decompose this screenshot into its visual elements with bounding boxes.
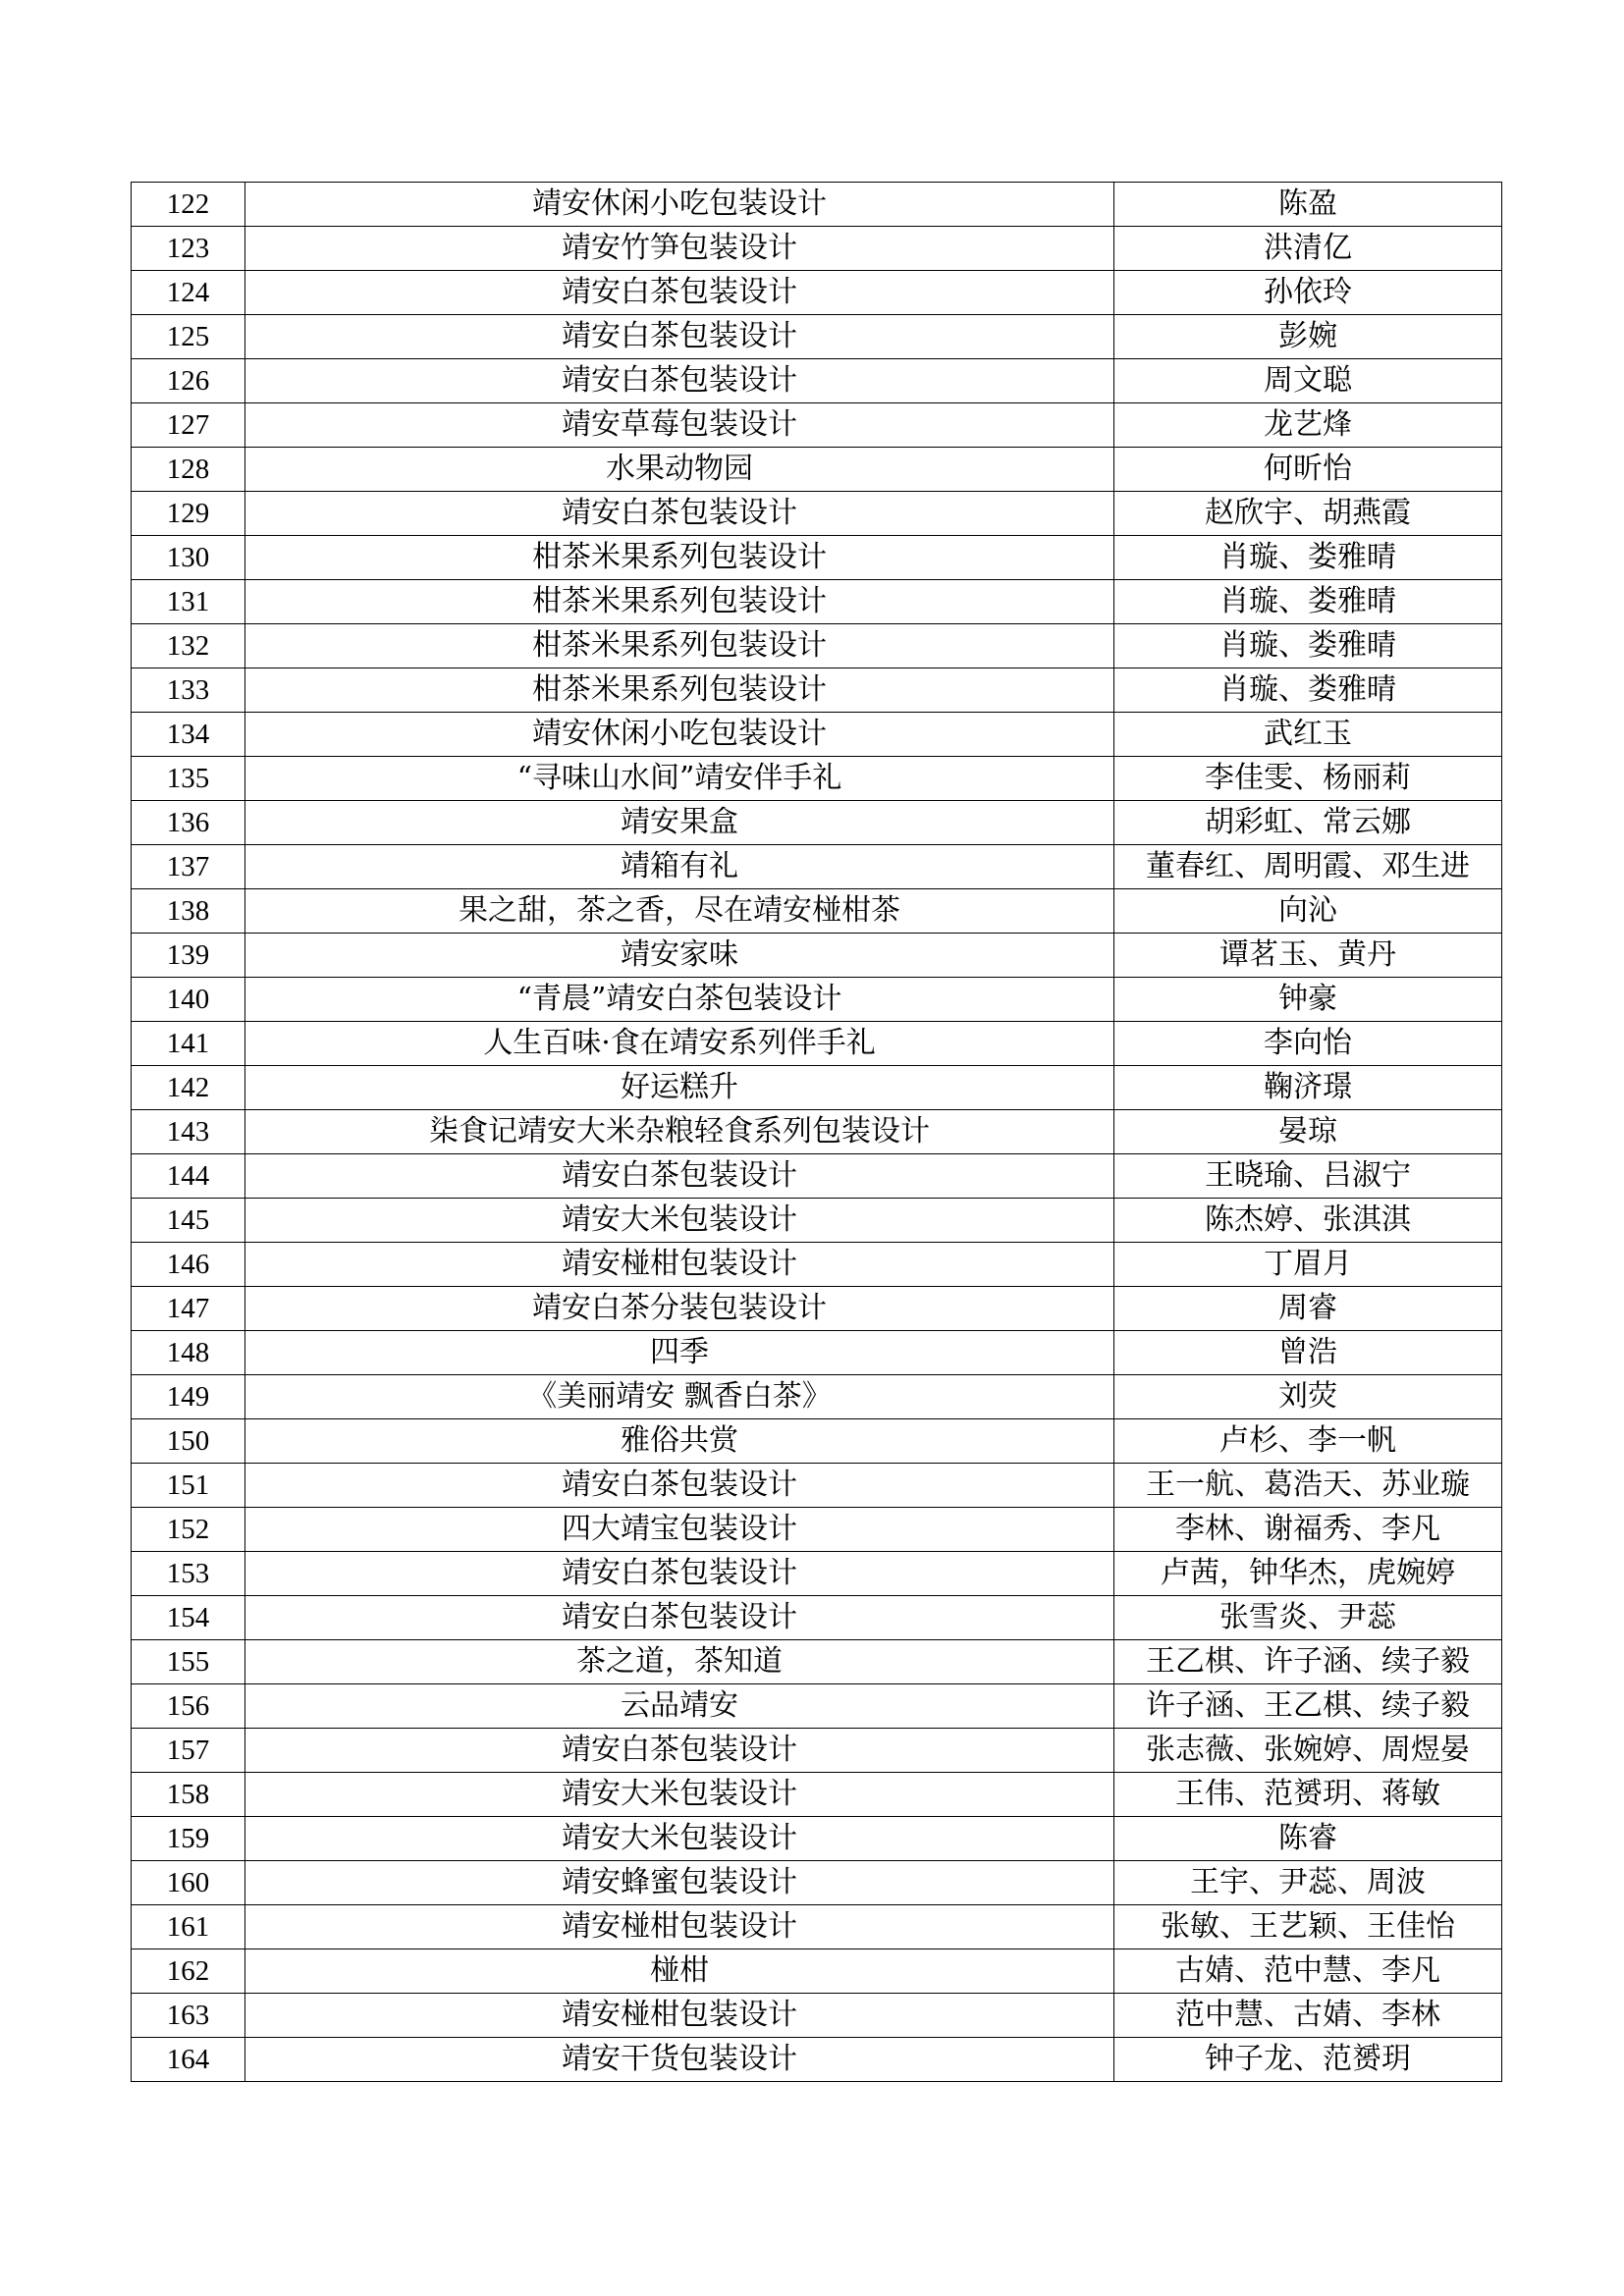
entry-number: 149 <box>132 1375 245 1419</box>
entry-title: 柑茶米果系列包装设计 <box>245 536 1114 580</box>
table-row <box>132 1022 1502 1066</box>
entry-author: 张雪炎、尹蕊 <box>1114 1596 1502 1640</box>
entry-title: 靖安大米包装设计 <box>245 1817 1114 1861</box>
entry-number: 158 <box>132 1773 245 1817</box>
entry-author: 向沁 <box>1114 889 1502 934</box>
entry-number: 123 <box>132 227 245 271</box>
entry-title: 靖安家味 <box>245 934 1114 978</box>
table-row <box>132 624 1502 668</box>
entry-number: 134 <box>132 713 245 757</box>
table-row <box>132 1596 1502 1640</box>
entry-author: 李佳雯、杨丽莉 <box>1114 757 1502 801</box>
entry-author: 肖璇、娄雅晴 <box>1114 624 1502 668</box>
entry-author: 胡彩虹、常云娜 <box>1114 801 1502 845</box>
entry-author: 王乙棋、许子涵、续子毅 <box>1114 1640 1502 1684</box>
entry-author: 李向怡 <box>1114 1022 1502 1066</box>
entry-title: 靖安干货包装设计 <box>245 2038 1114 2082</box>
entry-title: 柒食记靖安大米杂粮轻食系列包装设计 <box>245 1110 1114 1154</box>
entry-author: 晏琼 <box>1114 1110 1502 1154</box>
entry-title: 靖箱有礼 <box>245 845 1114 889</box>
entry-title: 好运糕升 <box>245 1066 1114 1110</box>
table-row <box>132 1243 1502 1287</box>
table-row <box>132 1994 1502 2038</box>
table-row <box>132 1861 1502 1905</box>
table-row <box>132 315 1502 359</box>
entry-author: 许子涵、王乙棋、续子毅 <box>1114 1684 1502 1729</box>
entry-title: 四季 <box>245 1331 1114 1375</box>
entry-number: 162 <box>132 1949 245 1994</box>
entry-author: 王晓瑜、吕淑宁 <box>1114 1154 1502 1199</box>
entry-author: 王宇、尹蕊、周波 <box>1114 1861 1502 1905</box>
table-row <box>132 1508 1502 1552</box>
entry-author: 古婧、范中慧、李凡 <box>1114 1949 1502 1994</box>
entry-number: 153 <box>132 1552 245 1596</box>
entry-author: 肖璇、娄雅晴 <box>1114 668 1502 713</box>
table-row <box>132 1419 1502 1464</box>
entry-title: 柑茶米果系列包装设计 <box>245 668 1114 713</box>
table-row <box>132 757 1502 801</box>
entry-number: 137 <box>132 845 245 889</box>
table-row <box>132 1905 1502 1949</box>
entry-number: 155 <box>132 1640 245 1684</box>
entry-title: 柑茶米果系列包装设计 <box>245 624 1114 668</box>
entry-number: 135 <box>132 757 245 801</box>
entry-title: 靖安椪柑包装设计 <box>245 1905 1114 1949</box>
entry-number: 128 <box>132 448 245 492</box>
entries-table-body <box>132 183 1502 2082</box>
entry-title: 靖安白茶包装设计 <box>245 492 1114 536</box>
entry-title: 柑茶米果系列包装设计 <box>245 580 1114 624</box>
entry-author: 谭茗玉、黄丹 <box>1114 934 1502 978</box>
table-row <box>132 801 1502 845</box>
entry-number: 151 <box>132 1464 245 1508</box>
entry-title: 靖安白茶包装设计 <box>245 1596 1114 1640</box>
entry-title: “青晨”靖安白茶包装设计 <box>245 978 1114 1022</box>
entry-author: 刘荧 <box>1114 1375 1502 1419</box>
table-row <box>132 2038 1502 2082</box>
entry-title: 椪柑 <box>245 1949 1114 1994</box>
entry-number: 129 <box>132 492 245 536</box>
entry-number: 126 <box>132 359 245 403</box>
entry-number: 144 <box>132 1154 245 1199</box>
entry-title: 靖安椪柑包装设计 <box>245 1243 1114 1287</box>
table-row <box>132 271 1502 315</box>
entry-number: 142 <box>132 1066 245 1110</box>
entry-number: 138 <box>132 889 245 934</box>
entry-author: 王一航、葛浩天、苏业璇 <box>1114 1464 1502 1508</box>
entry-author: 肖璇、娄雅晴 <box>1114 580 1502 624</box>
table-row <box>132 1949 1502 1994</box>
table-row <box>132 1066 1502 1110</box>
table-row <box>132 1464 1502 1508</box>
entry-title: 靖安蜂蜜包装设计 <box>245 1861 1114 1905</box>
entry-title: 靖安白茶包装设计 <box>245 1729 1114 1773</box>
entry-author: 卢杉、李一帆 <box>1114 1419 1502 1464</box>
entry-number: 150 <box>132 1419 245 1464</box>
entry-author: 鞠济璟 <box>1114 1066 1502 1110</box>
entry-title: 靖安草莓包装设计 <box>245 403 1114 448</box>
entry-author: 卢茜，钟华杰，虎婉婷 <box>1114 1552 1502 1596</box>
entry-number: 164 <box>132 2038 245 2082</box>
entry-author: 彭婉 <box>1114 315 1502 359</box>
table-row <box>132 1773 1502 1817</box>
table-row <box>132 1729 1502 1773</box>
entry-number: 130 <box>132 536 245 580</box>
table-row <box>132 403 1502 448</box>
entry-author: 丁眉月 <box>1114 1243 1502 1287</box>
entry-author: 周睿 <box>1114 1287 1502 1331</box>
entry-title: 水果动物园 <box>245 448 1114 492</box>
entry-title: 云品靖安 <box>245 1684 1114 1729</box>
table-row <box>132 227 1502 271</box>
table-row <box>132 1817 1502 1861</box>
entry-number: 124 <box>132 271 245 315</box>
table-row <box>132 183 1502 227</box>
entry-number: 146 <box>132 1243 245 1287</box>
entry-author: 龙艺烽 <box>1114 403 1502 448</box>
entry-number: 148 <box>132 1331 245 1375</box>
entry-author: 洪清亿 <box>1114 227 1502 271</box>
entry-number: 159 <box>132 1817 245 1861</box>
entry-title: 靖安白茶包装设计 <box>245 359 1114 403</box>
table-row <box>132 845 1502 889</box>
entry-title: 茶之道，茶知道 <box>245 1640 1114 1684</box>
entry-author: 何昕怡 <box>1114 448 1502 492</box>
entry-number: 127 <box>132 403 245 448</box>
table-row <box>132 713 1502 757</box>
entry-number: 141 <box>132 1022 245 1066</box>
entry-number: 140 <box>132 978 245 1022</box>
table-row <box>132 1154 1502 1199</box>
entry-number: 145 <box>132 1199 245 1243</box>
table-row <box>132 1110 1502 1154</box>
entry-title: 靖安大米包装设计 <box>245 1199 1114 1243</box>
entry-author: 周文聪 <box>1114 359 1502 403</box>
entry-author: 张敏、王艺颖、王佳怡 <box>1114 1905 1502 1949</box>
entries-table <box>131 182 1502 2082</box>
entry-number: 132 <box>132 624 245 668</box>
entry-number: 157 <box>132 1729 245 1773</box>
entry-title: 靖安果盒 <box>245 801 1114 845</box>
entry-author: 孙依玲 <box>1114 271 1502 315</box>
entry-number: 143 <box>132 1110 245 1154</box>
entry-title: 靖安白茶包装设计 <box>245 271 1114 315</box>
entry-number: 161 <box>132 1905 245 1949</box>
entry-title: 靖安椪柑包装设计 <box>245 1994 1114 2038</box>
entry-title: 靖安白茶包装设计 <box>245 1552 1114 1596</box>
entry-title: 《美丽靖安 飘香白茶》 <box>245 1375 1114 1419</box>
table-row <box>132 889 1502 934</box>
entry-number: 136 <box>132 801 245 845</box>
entry-title: 靖安休闲小吃包装设计 <box>245 713 1114 757</box>
entry-title: 靖安白茶分装包装设计 <box>245 1287 1114 1331</box>
table-row <box>132 1552 1502 1596</box>
entry-title: 四大靖宝包装设计 <box>245 1508 1114 1552</box>
table-row <box>132 359 1502 403</box>
table-row <box>132 1684 1502 1729</box>
entry-title: 靖安白茶包装设计 <box>245 1464 1114 1508</box>
entry-number: 122 <box>132 183 245 227</box>
entry-author: 董春红、周明霞、邓生进 <box>1114 845 1502 889</box>
entry-author: 李林、谢福秀、李凡 <box>1114 1508 1502 1552</box>
table-row <box>132 536 1502 580</box>
table-row <box>132 1331 1502 1375</box>
table-row <box>132 1199 1502 1243</box>
entry-title: “寻味山水间”靖安伴手礼 <box>245 757 1114 801</box>
entry-number: 163 <box>132 1994 245 2038</box>
entry-number: 152 <box>132 1508 245 1552</box>
entry-number: 131 <box>132 580 245 624</box>
table-row <box>132 668 1502 713</box>
table-row <box>132 580 1502 624</box>
entry-title: 雅俗共赏 <box>245 1419 1114 1464</box>
entry-author: 范中慧、古婧、李林 <box>1114 1994 1502 2038</box>
table-row <box>132 1287 1502 1331</box>
entry-author: 陈杰婷、张淇淇 <box>1114 1199 1502 1243</box>
table-row <box>132 978 1502 1022</box>
entry-number: 147 <box>132 1287 245 1331</box>
entry-author: 钟豪 <box>1114 978 1502 1022</box>
entry-title: 靖安竹笋包装设计 <box>245 227 1114 271</box>
entry-title: 靖安休闲小吃包装设计 <box>245 183 1114 227</box>
entry-number: 133 <box>132 668 245 713</box>
entry-author: 曾浩 <box>1114 1331 1502 1375</box>
entry-author: 肖璇、娄雅晴 <box>1114 536 1502 580</box>
entry-title: 靖安白茶包装设计 <box>245 315 1114 359</box>
table-row <box>132 1375 1502 1419</box>
entry-number: 156 <box>132 1684 245 1729</box>
entry-number: 154 <box>132 1596 245 1640</box>
entry-title: 人生百味·食在靖安系列伴手礼 <box>245 1022 1114 1066</box>
entry-author: 赵欣宇、胡燕霞 <box>1114 492 1502 536</box>
table-row <box>132 492 1502 536</box>
table-row <box>132 448 1502 492</box>
entry-number: 160 <box>132 1861 245 1905</box>
entry-author: 陈睿 <box>1114 1817 1502 1861</box>
entry-title: 靖安大米包装设计 <box>245 1773 1114 1817</box>
entry-author: 王伟、范赟玥、蒋敏 <box>1114 1773 1502 1817</box>
entry-title: 果之甜，茶之香，尽在靖安椪柑茶 <box>245 889 1114 934</box>
entry-author: 张志薇、张婉婷、周煜晏 <box>1114 1729 1502 1773</box>
entry-author: 钟子龙、范赟玥 <box>1114 2038 1502 2082</box>
entry-author: 武红玉 <box>1114 713 1502 757</box>
entry-number: 139 <box>132 934 245 978</box>
table-row <box>132 934 1502 978</box>
entry-title: 靖安白茶包装设计 <box>245 1154 1114 1199</box>
entry-author: 陈盈 <box>1114 183 1502 227</box>
entry-number: 125 <box>132 315 245 359</box>
table-row <box>132 1640 1502 1684</box>
